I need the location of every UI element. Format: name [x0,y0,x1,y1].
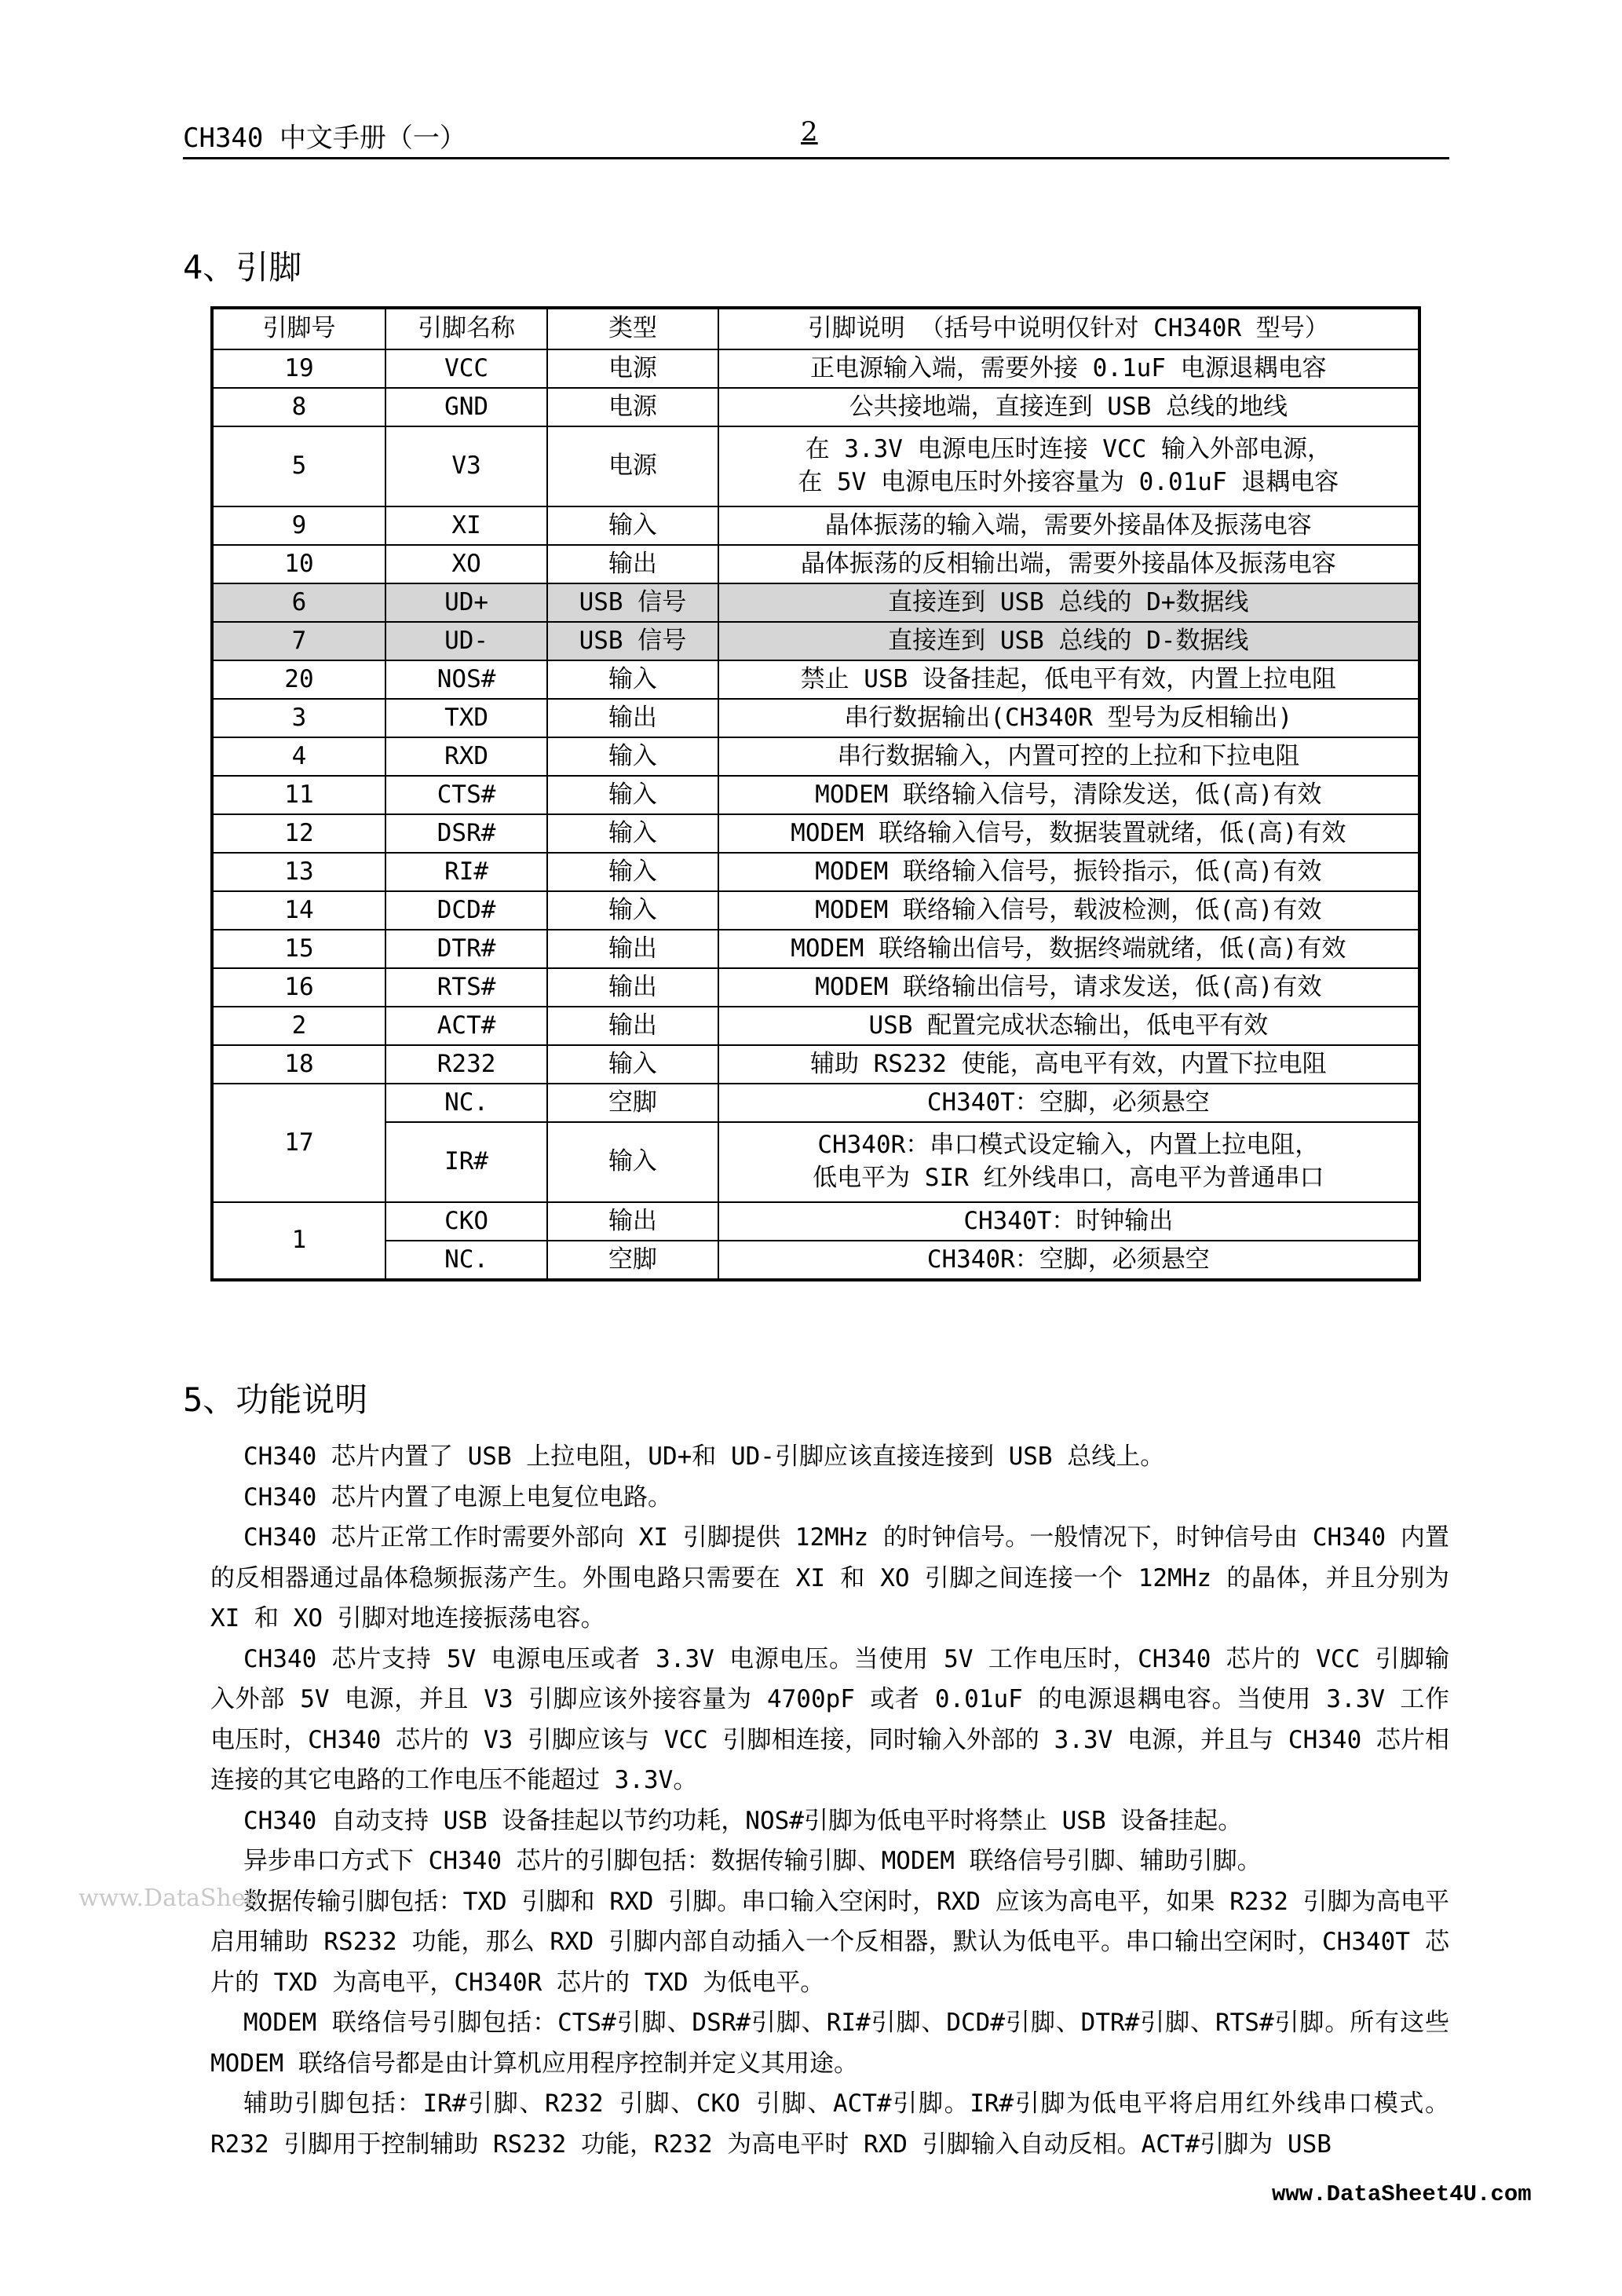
pin-description [718,545,1419,583]
pin-name: CKO [385,1202,547,1241]
pin-description-line: CH340T：空脚，必须悬空 [926,1088,1210,1117]
pin-type: 电源 [547,426,718,506]
header-pin-type: 类型 [547,308,718,349]
pin-row [212,776,1419,814]
pin-number: 13 [212,853,385,891]
pin-row [212,622,1419,660]
pin-description [718,776,1419,814]
pin-number: 2 [212,1007,385,1045]
pin-description-line: 直接连到 USB 总线的 D-数据线 [888,626,1249,655]
pin-number: 5 [212,426,385,506]
pin-number: 18 [212,1045,385,1084]
pin-number: 7 [212,622,385,660]
pin-description-line: MODEM 联络输入信号，振铃指示，低(高)有效 [815,857,1322,886]
pin-description [718,506,1419,545]
footer-url: www.DataSheet4U.com [1272,2181,1532,2207]
pin-name: NC. [385,1241,547,1280]
pin-row [212,737,1419,776]
pin-number: 20 [212,660,385,699]
pin-row [212,1007,1419,1045]
pin-type: USB 信号 [547,583,718,622]
pin-type: 输出 [547,968,718,1007]
pin-description-line: 禁止 USB 设备挂起，低电平有效，内置上拉电阻 [800,664,1336,693]
pin-row [212,891,1419,930]
pin-type: 输出 [547,1007,718,1045]
pin-number: 8 [212,388,385,426]
pin-row [212,349,1419,388]
pin-number: 17 [212,1084,385,1202]
pin-type: 输入 [547,1122,718,1202]
pin-number: 4 [212,737,385,776]
pin-description [718,737,1419,776]
pin-description [718,699,1419,737]
pin-number: 3 [212,699,385,737]
pin-number: 16 [212,968,385,1007]
pin-type: USB 信号 [547,622,718,660]
pin-description-line: CH340T：时钟输出 [963,1206,1174,1235]
pin-number: 11 [212,776,385,814]
pin-name: ACT# [385,1007,547,1045]
pin-type: 输入 [547,660,718,699]
body-paragraph: CH340 芯片支持 5V 电源电压或者 3.3V 电源电压。当使用 5V 工作电压时，CH340 芯片的 VCC 引脚输入外部 5V 电源，并且 V3 引脚应该外接容量为 4700pF 或者 0.01uF 的电源退耦电容。当使用 3.3V 工作电压时，CH340 芯片的 V3 引脚应该与 VCC 引脚相连接，同时输入外部的 3.3V 电源，并且与 CH340 芯片相连接的其它电路的工作电压不能超过 3.3V。 [210,1644,1449,1794]
pin-description [718,1122,1419,1202]
pin-name: DSR# [385,814,547,853]
pin-description [718,814,1419,853]
pin-type: 输入 [547,853,718,891]
pin-description [718,583,1419,622]
pin-description-line: MODEM 联络输入信号，数据装置就绪，低(高)有效 [791,818,1346,847]
pin-row [212,388,1419,426]
pin-name: R232 [385,1045,547,1084]
pin-description-line: 晶体振荡的反相输出端，需要外接晶体及振荡电容 [800,549,1336,578]
pin-description-line: 串行数据输出(CH340R 型号为反相输出) [844,703,1293,732]
pin-type: 输出 [547,545,718,583]
pin-number: 12 [212,814,385,853]
header-title: CH340 中文手册（一） [183,122,466,154]
pin-number: 15 [212,930,385,968]
pin-row [212,1122,1419,1202]
pin-row [212,968,1419,1007]
pin-description-line: 在 5V 电源电压时外接容量为 0.01uF 退耦电容 [798,468,1339,496]
pin-table [210,306,1421,1281]
pin-number: 1 [212,1202,385,1280]
header-pin-description: 引脚说明 （括号中说明仅针对 CH340R 型号） [718,308,1419,349]
pin-name: XO [385,545,547,583]
pin-row [212,506,1419,545]
pin-description [718,388,1419,426]
pin-name: NC. [385,1084,547,1122]
pin-description-line: 低电平为 SIR 红外线串口，高电平为普通串口 [813,1164,1324,1192]
pin-name: UD+ [385,583,547,622]
pin-type: 空脚 [547,1084,718,1122]
pin-row [212,545,1419,583]
pin-name: DCD# [385,891,547,930]
pin-description-line: 公共接地端，直接连到 USB 总线的地线 [849,392,1288,421]
pin-description-line: 在 3.3V 电源电压时连接 VCC 输入外部电源， [805,435,1332,464]
watermark-text: www.DataShee [79,1885,260,1912]
pin-description [718,891,1419,930]
pin-row [212,426,1419,506]
pin-number: 6 [212,583,385,622]
body-paragraph: CH340 芯片内置了 USB 上拉电阻，UD+和 UD-引脚应该直接连接到 USB 总线上。 [243,1442,1165,1471]
function-description [210,1437,1449,2165]
pin-description [718,853,1419,891]
pin-name: RI# [385,853,547,891]
body-paragraph: 辅助引脚包括：IR#引脚、R232 引脚、CKO 引脚、ACT#引脚。IR#引脚为低电平将启用红外线串口模式。R232 引脚用于控制辅助 RS232 功能，R232 为高电平时 RXD 引脚输入自动反相。ACT#引脚为 USB [210,2089,1449,2159]
pin-description-line: USB 配置完成状态输出，低电平有效 [868,1011,1269,1040]
pin-name: VCC [385,349,547,388]
pin-description [718,1084,1419,1122]
pin-row [212,814,1419,853]
pin-description-line: 晶体振荡的输入端，需要外接晶体及振荡电容 [824,510,1312,539]
body-paragraph: CH340 自动支持 USB 设备挂起以节约功耗，NOS#引脚为低电平时将禁止 USB 设备挂起。 [243,1806,1243,1835]
pin-description [718,660,1419,699]
pin-type: 输入 [547,891,718,930]
body-paragraph: 异步串口方式下 CH340 芯片的引脚包括：数据传输引脚、MODEM 联络信号引脚、辅助引脚。 [243,1847,1262,1875]
pin-number: 19 [212,349,385,388]
body-paragraph: CH340 芯片正常工作时需要外部向 XI 引脚提供 12MHz 的时钟信号。一般情况下，时钟信号由 CH340 内置的反相器通过晶体稳频振荡产生。外围电路只需要在 XI 和 XO 引脚之间连接一个 12MHz 的晶体，并且分别为 XI 和 XO 引脚对地连接振荡电容。 [210,1523,1449,1632]
pin-name: XI [385,506,547,545]
pin-type: 输入 [547,1045,718,1084]
pin-row [212,930,1419,968]
pin-description [718,968,1419,1007]
pin-description [718,1007,1419,1045]
pin-row [212,1202,1419,1241]
pin-type: 输出 [547,699,718,737]
pin-name: RXD [385,737,547,776]
pin-description-line: MODEM 联络输入信号，载波检测，低(高)有效 [815,895,1322,924]
section-5-heading: 5、功能说明 [183,1380,368,1419]
pin-row [212,1045,1419,1084]
pin-description [718,622,1419,660]
pin-description-line: 辅助 RS232 使能，高电平有效，内置下拉电阻 [809,1049,1327,1078]
pin-row [212,853,1419,891]
pin-description [718,426,1419,506]
pin-description-line: MODEM 联络输入信号，清除发送，低(高)有效 [815,780,1322,809]
pin-row [212,583,1419,622]
pin-number: 10 [212,545,385,583]
pin-type: 空脚 [547,1241,718,1280]
pin-description [718,349,1419,388]
pin-row [212,660,1419,699]
pin-description-line: 正电源输入端，需要外接 0.1uF 电源退耦电容 [809,353,1327,382]
pin-type: 输出 [547,930,718,968]
pin-name: RTS# [385,968,547,1007]
pin-type: 输入 [547,814,718,853]
pin-description-line: MODEM 联络输出信号，数据终端就绪，低(高)有效 [791,934,1346,963]
pin-type: 输出 [547,1202,718,1241]
pin-description [718,930,1419,968]
pin-name: V3 [385,426,547,506]
pin-description-line: CH340R：串口模式设定输入，内置上拉电阻， [817,1131,1320,1160]
pin-table-body [212,349,1419,1280]
pin-name: IR# [385,1122,547,1202]
pin-description [718,1045,1419,1084]
pin-description-line: MODEM 联络输出信号，请求发送，低(高)有效 [815,972,1322,1001]
pin-name: CTS# [385,776,547,814]
pin-description [718,1241,1419,1280]
pin-number: 14 [212,891,385,930]
body-paragraph: MODEM 联络信号引脚包括：CTS#引脚、DSR#引脚、RI#引脚、DCD#引脚、DTR#引脚、RTS#引脚。所有这些 MODEM 联络信号都是由计算机应用程序控制并定义其用途。 [210,2009,1449,2078]
pin-table-header-row [212,308,1419,349]
pin-name: DTR# [385,930,547,968]
header-pin-name: 引脚名称 [385,308,547,349]
pin-description-line: 串行数据输入，内置可控的上拉和下拉电阻 [837,741,1300,770]
pin-description-line: CH340R：空脚，必须悬空 [926,1245,1210,1274]
header-pin-number: 引脚号 [212,308,385,349]
pin-type: 电源 [547,349,718,388]
page-number: 2 [801,116,818,148]
pin-name: GND [385,388,547,426]
pin-row [212,1084,1419,1122]
pin-name: NOS# [385,660,547,699]
pin-name: TXD [385,699,547,737]
body-paragraph: CH340 芯片内置了电源上电复位电路。 [243,1483,672,1512]
pin-number: 9 [212,506,385,545]
pin-description-line: 直接连到 USB 总线的 D+数据线 [888,587,1249,616]
pin-type: 输入 [547,506,718,545]
header-divider [183,157,1449,159]
pin-row [212,699,1419,737]
pin-type: 输入 [547,737,718,776]
pin-description [718,1202,1419,1241]
pin-type: 输入 [547,776,718,814]
body-paragraph: 数据传输引脚包括：TXD 引脚和 RXD 引脚。串口输入空闲时，RXD 应该为高电平，如果 R232 引脚为高电平启用辅助 RS232 功能，那么 RXD 引脚内部自动插入一个反相器，默认为低电平。串口输出空闲时，CH340T 芯片的 TXD 为高电平，CH340R 芯片的 TXD 为低电平。 [210,1887,1449,1997]
section-4-heading: 4、引脚 [183,248,302,287]
pin-row [212,1241,1419,1280]
pin-name: UD- [385,622,547,660]
pin-type: 电源 [547,388,718,426]
